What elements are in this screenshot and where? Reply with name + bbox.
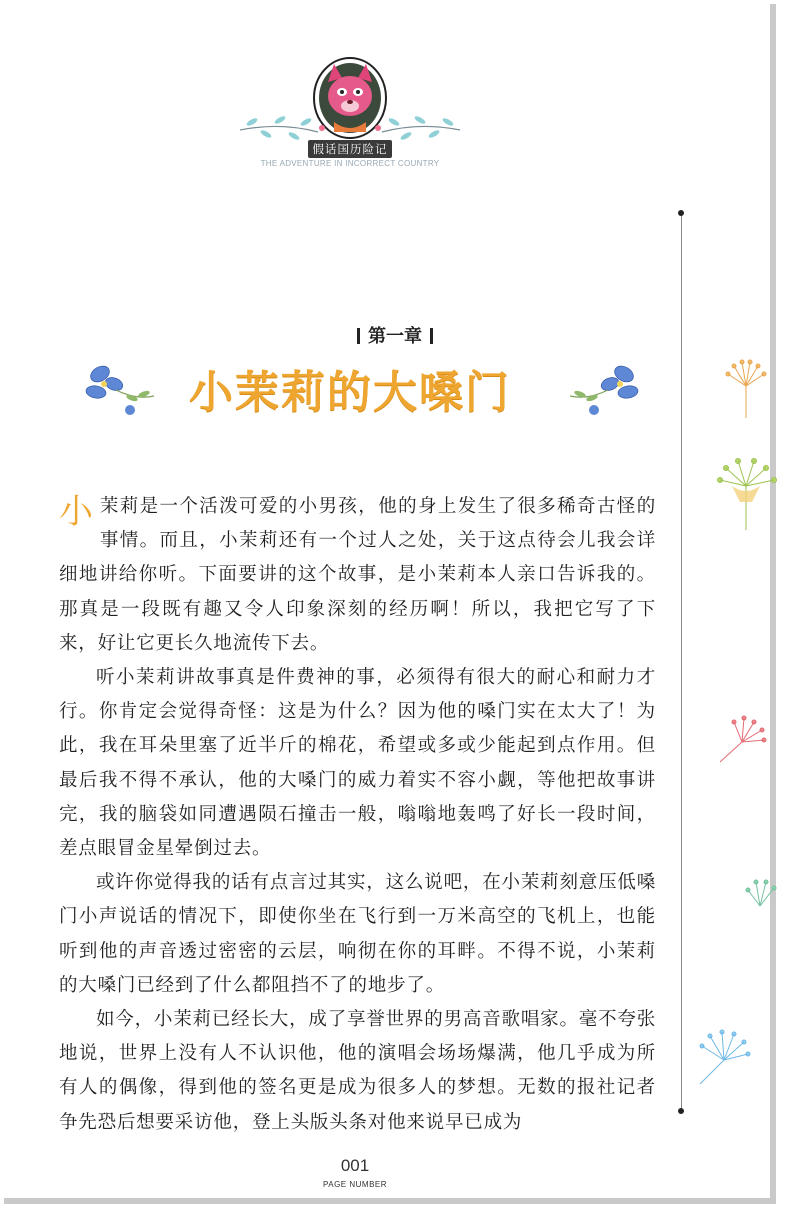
rule-bottom-dot — [678, 1108, 684, 1114]
paragraph: 听小茉莉讲故事真是件费神的事，必须得有很大的耐心和耐力才行。你肯定会觉得奇怪：这是为什么？因为他的嗓门实在太大了！为此，我在耳朵里塞了近半斤的棉花，希望或多或少能起到点作用。但最后我不得不承认，他的大嗓门的威力着实不容小觑，等他把故事讲完，我的脑袋如同遭遇陨石撞击一般，嗡嗡地轰鸣了好长一段时间，差点眼冒金星晕倒过去。 — [59, 667, 656, 860]
dandelion-icon — [712, 456, 782, 536]
blue-flower-icon — [78, 360, 158, 420]
side-rule — [681, 213, 682, 1113]
chapter-bar-right — [430, 328, 433, 344]
chapter-label — [0, 322, 790, 348]
page-number: 001 — [340, 1156, 370, 1175]
chapter-title: 小茉莉的大嗓门 — [189, 367, 511, 418]
dandelion-icon — [690, 1024, 760, 1094]
dropcap: 小 — [59, 492, 94, 532]
series-header — [230, 52, 470, 172]
series-title-cn: 假话国历险记 — [308, 140, 392, 158]
rule-top-dot — [678, 210, 684, 216]
dandelion-icon — [738, 876, 782, 916]
paragraph — [59, 490, 656, 661]
chapter-label-text: 第一章 — [368, 326, 422, 347]
paragraph-text: 茉莉是一个活泼可爱的小男孩，他的身上发生了很多稀奇古怪的事情。而且，小茉莉还有一个过人之处，关于这点待会儿我会详细地讲给你听。下面要讲的这个故事，是小茉莉本人亲口告诉我的。那真是一段既有趣又令人印象深刻的经历啊！所以，我把它写了下来，好让它更长久地流传下去。 — [59, 496, 656, 654]
blue-flower-icon — [566, 360, 646, 420]
paragraph: 或许你觉得我的话有点言过其实，这么说吧，在小茉莉刻意压低嗓门小声说话的情况下，即使你坐在飞行到一万米高空的飞机上，也能听到他的声音透过密密的云层，响彻在你的耳畔。不得不说，小茉莉的大嗓门已经到了什么都阻挡不了的地步了。 — [59, 872, 656, 996]
page-number-label: PAGE NUMBER — [322, 1180, 388, 1189]
paragraph: 如今，小茉莉已经长大，成了享誉世界的男高音歌唱家。毫不夸张地说，世界上没有人不认识他，他的演唱会场场爆满，他几乎成为所有人的偶像，得到他的签名更是成为很多人的梦想。无数的报社记者争先恐后想要采访他，登上头版头条对他来说早已成为 — [59, 1009, 656, 1133]
chapter-bar-left — [357, 328, 360, 344]
body-text — [59, 490, 656, 1140]
dandelion-icon — [712, 712, 772, 772]
dandelion-icon — [718, 356, 778, 426]
series-title-en: THE ADVENTURE IN INCORRECT COUNTRY — [260, 159, 440, 168]
